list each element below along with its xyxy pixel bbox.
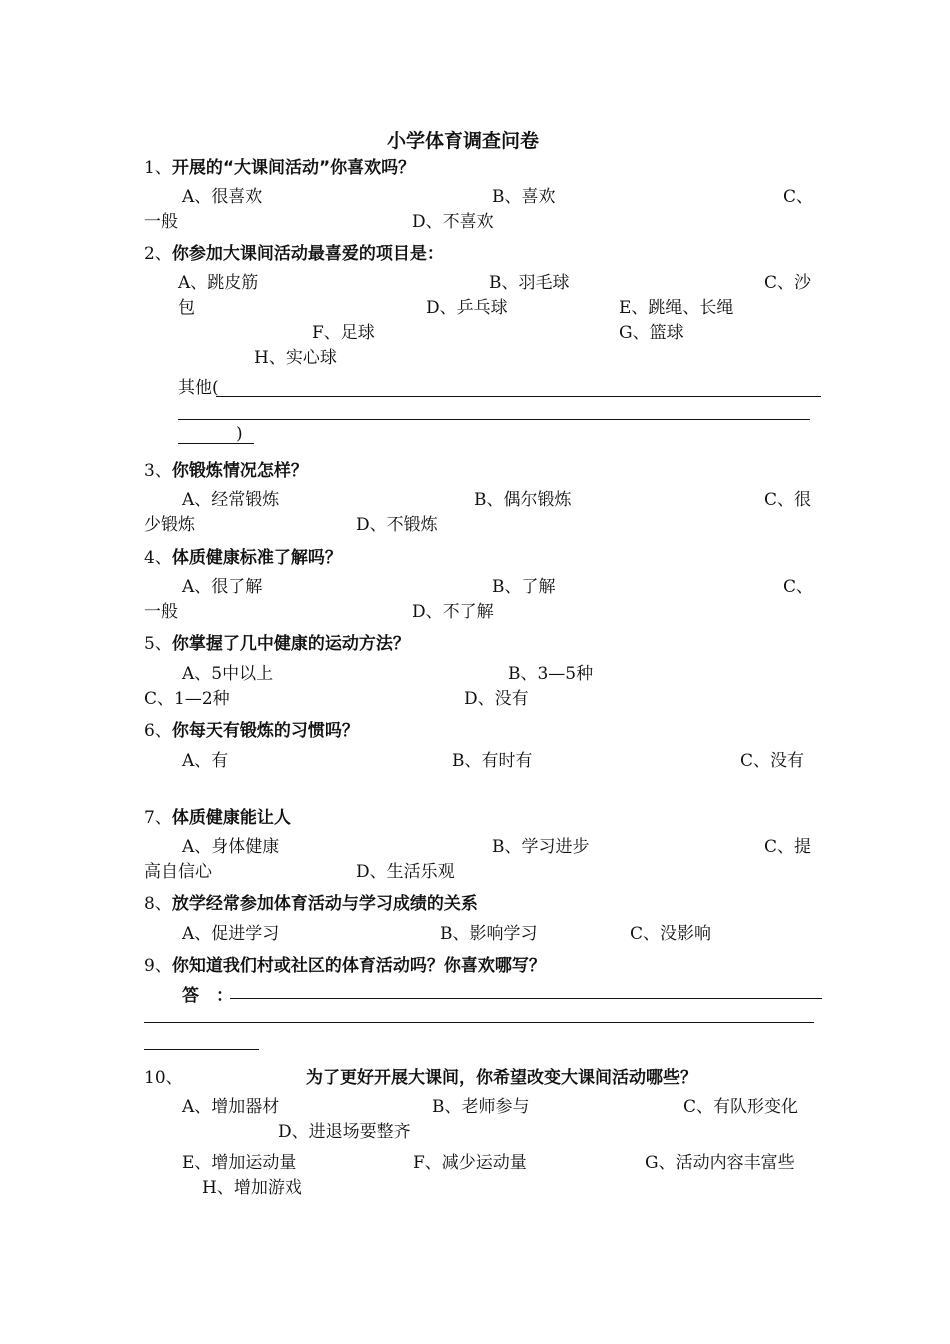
q9-answer-label: 答 ： <box>182 986 233 1006</box>
q9-answer-line-1[interactable] <box>230 998 822 999</box>
q2-other-blank-line-1[interactable] <box>216 396 821 397</box>
question-text: 你知道我们村或社区的体育活动吗？你喜欢哪写？ <box>171 956 546 976</box>
q2-option-d[interactable]: D、乒乓球 <box>426 298 508 318</box>
q3-option-b[interactable]: B、偶尔锻炼 <box>474 490 572 510</box>
question-10-text <box>306 1063 697 1088</box>
q2-other-blank-line-2[interactable] <box>178 419 810 420</box>
question-text: 你参加大课间活动最喜爱的项目是： <box>171 244 444 264</box>
q10-option-a[interactable]: A、增加器材 <box>182 1097 280 1117</box>
q2-option-g[interactable]: G、篮球 <box>619 323 684 343</box>
q2-other-close: ) <box>236 424 243 444</box>
question-1 <box>144 153 415 178</box>
q7-option-a[interactable]: A、身体健康 <box>182 837 280 857</box>
q6-option-c[interactable]: C、没有 <box>740 751 805 771</box>
q3-option-c[interactable]: C、很 <box>764 490 812 510</box>
question-text: 开展的“大课间活动”你喜欢吗？ <box>171 158 416 178</box>
q8-option-b[interactable]: B、影响学习 <box>440 924 538 944</box>
q10-option-h[interactable]: H、增加游戏 <box>202 1178 302 1198</box>
page-title: 小学体育调查问卷 <box>387 130 540 152</box>
q3-option-d[interactable]: D、不锻炼 <box>356 515 438 535</box>
q2-option-c[interactable]: C、沙 <box>764 273 812 293</box>
question-text: 体质健康标准了解吗？ <box>171 548 342 568</box>
q7-option-c[interactable]: C、提 <box>764 837 812 857</box>
question-number: 8、 <box>144 894 172 914</box>
q4-option-a[interactable]: A、很了解 <box>182 577 263 597</box>
q10-option-f[interactable]: F、减少运动量 <box>413 1153 527 1173</box>
question-9 <box>144 951 546 976</box>
q4-option-d[interactable]: D、不了解 <box>412 602 494 622</box>
q5-option-b[interactable]: B、3—5种 <box>508 664 594 684</box>
q9-answer-line-3[interactable] <box>144 1049 259 1050</box>
q6-option-b[interactable]: B、有时有 <box>452 751 533 771</box>
q3-option-c-cont: 少锻炼 <box>144 515 195 535</box>
q2-option-f[interactable]: F、足球 <box>312 323 375 343</box>
question-number: 4、 <box>144 548 172 568</box>
q3-option-a[interactable]: A、经常锻炼 <box>182 490 280 510</box>
question-text: 为了更好开展大课间，你希望改变大课间活动哪些？ <box>306 1068 697 1088</box>
question-6 <box>144 716 359 741</box>
question-text: 放学经常参加体育活动与学习成绩的关系 <box>171 894 478 914</box>
q7-option-c-cont: 高自信心 <box>144 862 212 882</box>
q2-other-label: 其他( <box>178 378 219 398</box>
q4-option-b[interactable]: B、了解 <box>492 577 556 597</box>
question-text: 你锻炼情况怎样？ <box>171 461 308 481</box>
q5-option-c[interactable]: C、1—2种 <box>144 689 230 709</box>
question-number: 9、 <box>144 956 172 976</box>
question-number: 6、 <box>144 721 172 741</box>
q1-option-c-cont: 一般 <box>144 212 178 232</box>
question-text: 你掌握了几中健康的运动方法？ <box>171 634 410 654</box>
q7-option-b[interactable]: B、学习进步 <box>492 837 590 857</box>
q10-option-b[interactable]: B、老师参与 <box>432 1097 530 1117</box>
q2-option-b[interactable]: B、羽毛球 <box>489 273 570 293</box>
q4-option-c[interactable]: C、 <box>783 577 814 597</box>
question-number: 5、 <box>144 634 172 654</box>
question-3 <box>144 456 308 481</box>
q10-option-g[interactable]: G、活动内容丰富些 <box>645 1153 795 1173</box>
q2-other-blank-line-3[interactable] <box>178 443 254 444</box>
question-7 <box>144 803 291 828</box>
q8-option-c[interactable]: C、没影响 <box>630 924 712 944</box>
q2-option-c-cont: 包 <box>178 298 195 318</box>
question-number: 3、 <box>144 461 172 481</box>
question-text: 体质健康能让人 <box>171 808 291 828</box>
q1-option-c[interactable]: C、 <box>783 187 814 207</box>
question-4 <box>144 543 342 568</box>
question-number: 1、 <box>144 158 172 178</box>
q2-option-a[interactable]: A、跳皮筋 <box>178 273 259 293</box>
question-text: 你每天有锻炼的习惯吗？ <box>171 721 359 741</box>
question-number: 2、 <box>144 244 172 264</box>
q9-answer-line-2[interactable] <box>144 1022 814 1023</box>
q6-option-a[interactable]: A、有 <box>182 751 229 771</box>
q1-option-b[interactable]: B、喜欢 <box>492 187 556 207</box>
question-10-number: 10、 <box>144 1068 183 1088</box>
q1-option-d[interactable]: D、不喜欢 <box>412 212 494 232</box>
q5-option-a[interactable]: A、5中以上 <box>182 664 274 684</box>
q8-option-a[interactable]: A、促进学习 <box>182 924 280 944</box>
question-number: 7、 <box>144 808 172 828</box>
q5-option-d[interactable]: D、没有 <box>464 689 529 709</box>
q10-option-d[interactable]: D、进退场要整齐 <box>278 1122 411 1142</box>
q1-option-a[interactable]: A、很喜欢 <box>182 187 263 207</box>
q4-option-c-cont: 一般 <box>144 602 178 622</box>
q10-option-c[interactable]: C、有队形变化 <box>683 1097 799 1117</box>
question-8 <box>144 889 478 914</box>
q10-option-e[interactable]: E、增加运动量 <box>182 1153 297 1173</box>
q2-option-e[interactable]: E、跳绳、长绳 <box>619 298 734 318</box>
question-2 <box>144 239 444 264</box>
q2-option-h[interactable]: H、实心球 <box>254 348 337 368</box>
q7-option-d[interactable]: D、生活乐观 <box>356 862 455 882</box>
question-5 <box>144 629 410 654</box>
